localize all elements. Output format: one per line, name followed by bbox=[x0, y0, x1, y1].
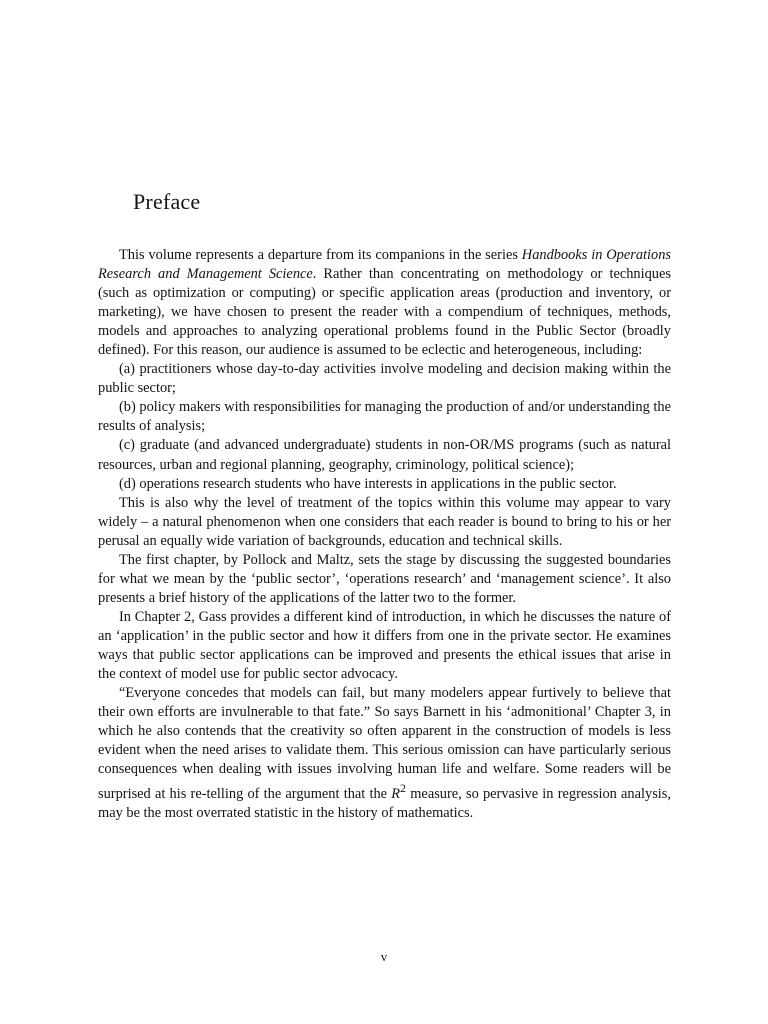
preface-body bbox=[98, 246, 671, 823]
paragraph-intro: This volume represents a departure from its companions in the series Handbooks in Operations Research and Management Science. Rather than concentrating on methodology or techniques (such as optimization or computing) or specific application areas (production and inventory, or marketing), we have chosen to present the reader with a compendium of techniques, methods, models and approaches to analyzing operational problems found in the Public Sector (broadly defined). For this reason, our audience is assumed to be eclectic and heterogeneous, including: bbox=[98, 247, 671, 359]
paragraph-chapter-2: In Chapter 2, Gass provides a different kind of introduction, in which he discusses the nature of an ‘application’ in the public sector and how it differs from one in the private sector. He examines ways that public sector applications can be improved and presents the ethical issues that arise in the context of model use for public sector advocacy. bbox=[98, 608, 671, 683]
r-squared-symbol: R bbox=[391, 786, 401, 803]
page-title: Preface bbox=[133, 189, 201, 214]
paragraph-audience-b: (b) policy makers with responsibilities for managing the production of and/or understanding the results of analysis; bbox=[98, 399, 671, 435]
paragraph-audience-c: (c) graduate (and advanced undergraduate) students in non-OR/MS programs (such as natural resources, urban and regional planning, geography, criminology, political science); bbox=[98, 437, 671, 473]
paragraph-audience-d: (d) operations research students who have interests in applications in the public sector. bbox=[119, 475, 617, 492]
paragraph-chapter-3: “Everyone concedes that models can fail, but many modelers appear furtively to believe that their own efforts are invulnerable to that fate.” So says Barnett in his ‘admonitional’ Chapter 3, in which he also contends that the creativity so often apparent in the construction of models is less evident when the need arises to validate them. This serious omission can have particularly serious consequences when dealing with issues involving human life and welfare. Some readers will be surprised at his re-telling of the argument that the $R^2$ measure, so pervasive in regression analysis, may be the most overrated statistic in the history of mathematics. bbox=[98, 685, 671, 822]
page-number: v bbox=[380, 949, 388, 964]
paragraph-treatment: This is also why the level of treatment of the topics within this volume may appear to vary widely – a natural phenomenon when one considers that each reader is bound to bring to his or her perusal an equally wide variation of backgrounds, education and technical skills. bbox=[98, 494, 671, 549]
paragraph-audience-a: (a) practitioners whose day-to-day activities involve modeling and decision making within the public sector; bbox=[98, 361, 671, 397]
paragraph-chapter-1: The first chapter, by Pollock and Maltz, sets the stage by discussing the suggested boundaries for what we mean by the ‘public sector’, ‘operations research’ and ‘management science’. It also presents a brief history of the applications of the latter two to the former. bbox=[98, 551, 671, 606]
series-title: Handbooks in Operations Research and Management Science bbox=[98, 247, 671, 283]
